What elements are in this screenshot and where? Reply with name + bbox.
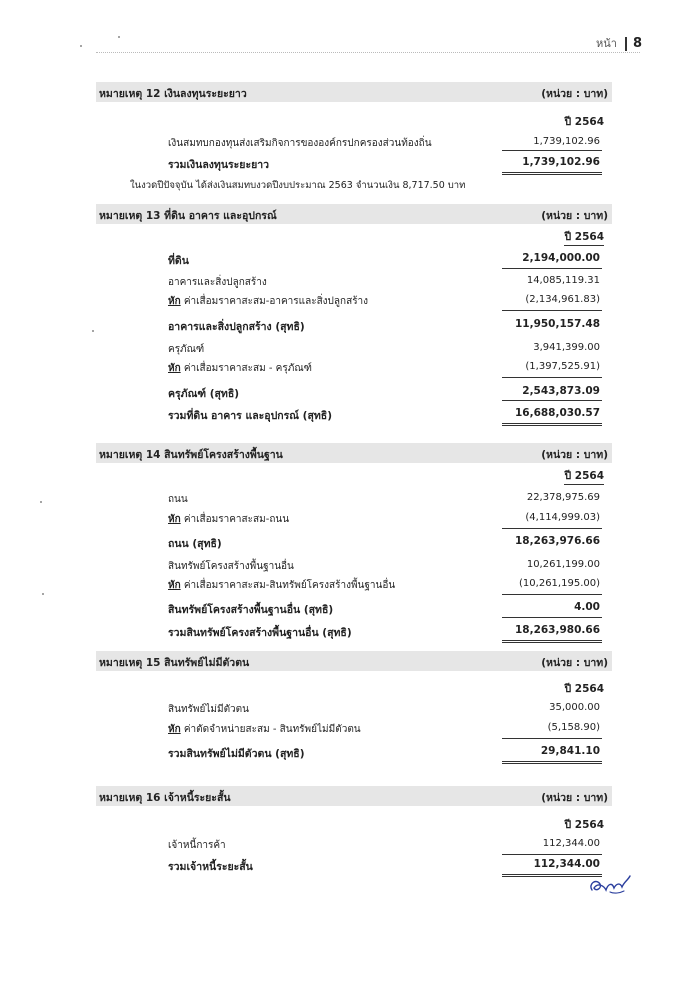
row-value: 10,261,199.00	[526, 559, 600, 570]
note-12-footnote: ในงวดปีปัจจุบัน ได้ส่งเงินสมทบงวดปีงบประมาณ 2563 จำนวนเงิน 8,717.50 บาท	[130, 180, 466, 191]
page-word: หน้า	[596, 37, 617, 50]
subtotal-line	[502, 377, 602, 378]
handwritten-initials	[586, 872, 634, 898]
deduct-label: หัก	[168, 580, 181, 591]
note-14-year: ปี 2564	[564, 467, 604, 485]
deduct-label: หัก	[168, 363, 181, 374]
row-label: เงินสมทบกองทุนส่งเสริมกิจการขององค์กรปกครองส่วนท้องถิ่น	[168, 138, 432, 149]
header-rule	[96, 52, 640, 53]
header-divider	[625, 37, 627, 51]
note-13-row	[168, 359, 600, 375]
note-16-header	[96, 786, 612, 806]
total-double-line	[502, 172, 602, 175]
row-value: 1,739,102.96	[533, 136, 600, 147]
row-label: ค่าตัดจำหน่ายสะสม - สินทรัพย์ไม่มีตัวตน	[180, 724, 361, 735]
row-value: 14,085,119.31	[526, 275, 600, 286]
row-label: รวมสินทรัพย์โครงสร้างพื้นฐานอื่น (สุทธิ)	[168, 627, 352, 639]
note-14-row	[168, 599, 600, 615]
note-14-title: หมายเหตุ 14 สินทรัพย์โครงสร้างพื้นฐาน	[99, 449, 283, 461]
note-14-unit: (หน่วย : บาท)	[541, 449, 608, 461]
note-13-row	[168, 340, 600, 356]
row-value: 2,543,873.09	[522, 385, 600, 397]
total-double-line	[502, 640, 602, 643]
note-15-header	[96, 651, 612, 671]
total-double-line	[502, 423, 602, 426]
note-15-row	[168, 720, 600, 736]
note-14-row	[168, 490, 600, 506]
row-value: 35,000.00	[549, 702, 600, 713]
row-label: ครุภัณฑ์	[168, 344, 205, 355]
note-14-row	[168, 510, 600, 526]
note-16-unit: (หน่วย : บาท)	[541, 792, 608, 804]
note-16-row	[168, 836, 600, 852]
total-double-line	[502, 761, 602, 764]
note-16-year: ปี 2564	[564, 819, 604, 831]
deduct-label: หัก	[168, 514, 181, 525]
row-label: ค่าเสื่อมราคาสะสม-สินทรัพย์โครงสร้างพื้นฐานอื่น	[180, 580, 396, 591]
row-value: 16,688,030.57	[514, 407, 600, 419]
row-value: 29,841.10	[540, 745, 600, 757]
note-13-header	[96, 204, 612, 224]
row-label: สินทรัพย์โครงสร้างพื้นฐานอื่น	[168, 561, 294, 572]
row-label: เจ้าหนี้การค้า	[168, 840, 226, 851]
row-label: รวมที่ดิน อาคาร และอุปกรณ์ (สุทธิ)	[168, 410, 332, 422]
note-12-total-row	[168, 154, 600, 170]
subtotal-line	[502, 854, 602, 855]
note-15-row	[168, 700, 600, 716]
row-label: รวมสินทรัพย์ไม่มีตัวตน (สุทธิ)	[168, 748, 305, 760]
note-14-row	[168, 533, 600, 549]
note-13-row	[168, 292, 600, 308]
row-label: ครุภัณฑ์ (สุทธิ)	[168, 388, 240, 400]
note-14-header	[96, 443, 612, 463]
row-label: รวมเจ้าหนี้ระยะสั้น	[168, 861, 253, 873]
scan-speck	[92, 330, 94, 332]
scan-speck	[40, 501, 42, 503]
note-13-row	[168, 383, 600, 399]
row-label: อาคารและสิ่งปลูกสร้าง (สุทธิ)	[168, 321, 305, 333]
subtotal-line	[502, 617, 602, 618]
row-value: 4.00	[574, 601, 600, 613]
row-value: (2,134,961.83)	[525, 294, 600, 305]
note-13-row	[168, 250, 600, 266]
note-13-row	[168, 316, 600, 332]
row-value: (5,158.90)	[547, 722, 600, 733]
row-label: ค่าเสื่อมราคาสะสม-ถนน	[180, 514, 290, 525]
note-15-total-row	[168, 743, 600, 759]
row-label: สินทรัพย์ไม่มีตัวตน	[168, 704, 250, 715]
subtotal-line	[502, 150, 602, 151]
note-14-row	[168, 557, 600, 573]
subtotal-line	[502, 528, 602, 529]
note-12-title: หมายเหตุ 12 เงินลงทุนระยะยาว	[99, 88, 247, 100]
scan-speck	[80, 45, 82, 47]
note-13-total-row	[168, 405, 600, 421]
note-12-year: ปี 2564	[564, 116, 604, 128]
row-value: (10,261,195.00)	[519, 578, 600, 589]
note-14-total-row	[168, 622, 600, 638]
note-13-unit: (หน่วย : บาท)	[541, 210, 608, 222]
row-value: 3,941,399.00	[533, 342, 600, 353]
page-header	[596, 34, 642, 52]
deduct-label: หัก	[168, 296, 181, 307]
subtotal-line	[502, 738, 602, 739]
row-value: 18,263,980.66	[514, 624, 600, 636]
row-label: ที่ดิน	[168, 255, 189, 267]
subtotal-line	[502, 594, 602, 595]
row-label: ถนน	[168, 494, 188, 505]
subtotal-line	[502, 310, 602, 311]
row-label: รวมเงินลงทุนระยะยาว	[168, 159, 270, 171]
note-16-total-row	[168, 856, 600, 872]
note-13-row	[168, 273, 600, 289]
row-value: 2,194,000.00	[522, 252, 600, 264]
note-12-row	[168, 134, 600, 150]
row-value: 11,950,157.48	[514, 318, 600, 330]
row-label: ค่าเสื่อมราคาสะสม - ครุภัณฑ์	[180, 363, 312, 374]
scan-speck	[118, 36, 120, 38]
note-12-header	[96, 82, 612, 102]
subtotal-line	[502, 268, 602, 269]
row-value: 18,263,976.66	[514, 535, 600, 547]
note-15-unit: (หน่วย : บาท)	[541, 657, 608, 669]
row-value: (4,114,999.03)	[525, 512, 600, 523]
row-label: ถนน (สุทธิ)	[168, 538, 222, 550]
note-15-year: ปี 2564	[564, 683, 604, 695]
note-15-title: หมายเหตุ 15 สินทรัพย์ไม่มีตัวตน	[99, 657, 250, 669]
note-14-row	[168, 576, 600, 592]
row-value: (1,397,525.91)	[525, 361, 600, 372]
row-value: 22,378,975.69	[526, 492, 600, 503]
page-number: 8	[632, 36, 642, 51]
note-16-title: หมายเหตุ 16 เจ้าหนี้ระยะสั้น	[99, 792, 231, 804]
row-label: อาคารและสิ่งปลูกสร้าง	[168, 277, 267, 288]
subtotal-line	[502, 400, 602, 401]
note-13-year: ปี 2564	[564, 228, 604, 246]
note-12-unit: (หน่วย : บาท)	[541, 88, 608, 100]
note-13-title: หมายเหตุ 13 ที่ดิน อาคาร และอุปกรณ์	[99, 210, 277, 222]
row-label: ค่าเสื่อมราคาสะสม-อาคารและสิ่งปลูกสร้าง	[180, 296, 369, 307]
row-label: สินทรัพย์โครงสร้างพื้นฐานอื่น (สุทธิ)	[168, 604, 334, 616]
row-value: 112,344.00	[533, 858, 600, 870]
deduct-label: หัก	[168, 724, 181, 735]
scan-speck	[42, 593, 44, 595]
row-value: 1,739,102.96	[522, 156, 600, 168]
row-value: 112,344.00	[542, 838, 600, 849]
